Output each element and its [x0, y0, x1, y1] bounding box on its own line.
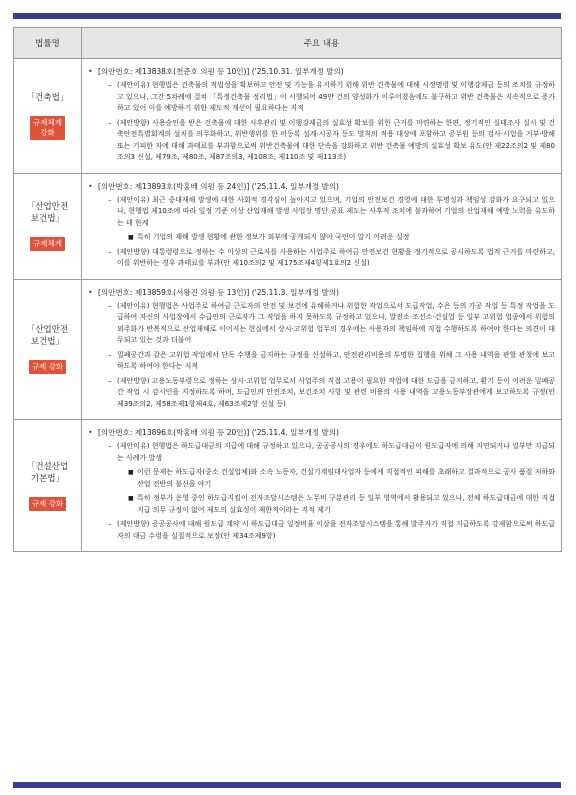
- square-bullet-icon: ■: [128, 469, 134, 476]
- header-main-content: 주요 내용: [82, 28, 562, 59]
- content-subitem: [128, 232, 555, 244]
- content-item-text: 밀폐공간과 같은 고위험 작업에서 단독 수행을 금지하는 규정을 신설하고, 안전관리비용의 투명한 집행을 위해 그 사용 내역을 관할 관청에 보고하도록 하여야 한다는 지적: [117, 350, 555, 370]
- content-item-text: (제안이유) 현행법은 사업주로 하여금 근로자의 안전 및 보건에 유해하거나 위험한 작업으로서 도급작업, 수은 등의 가공 작업 등 특정 작업을 도급하여 자신의 사업장에서 수급인의 근로자가 그 작업을 하지 못하도록 규정하고 있으나, 발전소·조선소·건설업 등 일부 고위험 업종에서 위험의 외주화가 반복적으로 산업재해로 이어지는 현실에서 상시·고위험 업무의 경우에는 사용자의 책임하에 직접 수행하도록 하여야 한다는 의견이 대두되고 있는 것과 더불어: [117, 301, 555, 344]
- table-row: [14, 420, 562, 552]
- bill-headline-text: [의안번호: 제13893호(박홍배 의원 등 24인)] ('25.11.4. 일부개정 발의): [98, 181, 339, 191]
- square-bullet-icon: ■: [128, 495, 134, 502]
- law-name: 「건설산업 기본법」: [26, 461, 69, 484]
- table-row: [14, 279, 562, 420]
- law-name: 「산업안전 보건법」: [26, 325, 69, 348]
- table-row: [14, 59, 562, 174]
- bottom-rule: [13, 782, 561, 788]
- content-cell: [82, 279, 562, 420]
- dash-icon: –: [108, 442, 112, 450]
- content-item-text: (제안방향) 사용승인을 받은 건축물에 대한 사후관리 및 이행강제금의 실효성 확보를 위한 근거를 마련하는 한편, 정기적인 실태조사 실시 및 건축안전특별회계의 설치를 의무화하고, 위반행위를 한 미등록 설계·시공자 등도 벌칙의 적용 대상에 포함하고 공무원 등의 검사·시험을 거부·방해 또는 기피한 자에 대해 과태료를 부과함으로써 위반건축물에 대한 단속을 강화하고 위반 건축물 예방의 실효성 확보 유도(안 제22조의2 및 제80조의3 신설, 제79조, 제80조, 제87조의3, 제108조, 제110조 및 제113조): [117, 118, 555, 161]
- content-item: [108, 350, 555, 373]
- bill-headline: [88, 427, 555, 438]
- content-item: [108, 301, 555, 347]
- content-subitem-text: 이런 문제는 하도급자(중소 건설업체)와 소속 노동자, 건설기계임대사업자 등에게 직접적인 피해를 초래하고 결과적으로 공사 품질 저하와 산업 전반의 불신을 야기: [137, 468, 555, 488]
- regulation-badge: 규제체계: [30, 237, 65, 251]
- law-cell: [14, 420, 82, 552]
- regulation-badge: 규제 강화: [29, 360, 66, 374]
- content-cell: [82, 420, 562, 552]
- law-cell: [14, 279, 82, 420]
- content-subitem-text: 특히 정부가 운영 중인 하도급지킴이 전자조달시스템은 노무비 구분관리 등 일부 영역에서 활용되고 있으나, 전체 하도급대금에 대한 직접지급 의무 규정이 없어 제도의 실효성이 제한적이라는 지적 제기: [137, 494, 555, 514]
- content-subitem: [128, 493, 555, 516]
- bill-headline: [88, 287, 555, 298]
- bill-headline-text: [의안번호: 제13838호(천준호 의원 등 10인)] ('25.10.31. 일부개정 발의): [98, 67, 344, 76]
- content-item: [108, 247, 555, 270]
- content-cell: [82, 173, 562, 279]
- bullet-icon: •: [88, 428, 93, 437]
- content-item: [108, 195, 555, 230]
- bill-headline-text: [의안번호: 제13896호(박홍배 의원 등 20인)] ('25.11.4. 일부개정 발의): [98, 428, 339, 437]
- header-law-name: 법률명: [14, 28, 82, 59]
- bullet-icon: •: [88, 181, 93, 191]
- content-item: [108, 118, 555, 164]
- content-item: [108, 519, 555, 542]
- dash-icon: –: [108, 118, 112, 127]
- bill-headline-text: [의안번호: 제13859호(서왕진 의원 등 13인)] ('25.11.3. 일부개정 발의): [98, 287, 339, 297]
- bullet-icon: •: [88, 67, 93, 76]
- bill-headline: [88, 66, 555, 77]
- dash-icon: –: [108, 195, 112, 204]
- bullet-icon: •: [88, 287, 93, 297]
- content-item-text: (제안방향) 공공공사에 대해 원도급 계약 시 하도급대금 일정비율 이상을 전자조달시스템을 통해 발주자가 직접 지급하도록 강제함으로써 하도급자의 대금 수령을 실질적으로 보장(안 제34조제9항): [117, 520, 555, 540]
- dash-icon: –: [108, 301, 112, 310]
- content-item-text: (제안방향) 대통령령으로 정하는 수 이상의 근로자를 사용하는 사업주로 하여금 안전보건 현황을 정기적으로 공시하도록 법적 근거를 마련하고, 이를 위반하는 경우 과태료를 부과(안 제10조의2 및 제175조제4항제1호의2 신설): [117, 247, 555, 267]
- table-header-row: [14, 28, 562, 59]
- content-cell: [82, 59, 562, 174]
- content-item-text: (제안이유) 현행법은 하도급대금의 지급에 대해 규정하고 있으나, 공공공사의 경우에도 하도급대금이 원도급자에 의해 지연되거나 일부만 지급되는 사례가 발생: [117, 442, 555, 462]
- dash-icon: –: [108, 81, 112, 89]
- bill-headline: [88, 181, 555, 192]
- table-row: [14, 173, 562, 279]
- law-name: 「건축법」: [26, 92, 69, 103]
- content-subitem: [128, 467, 555, 490]
- content-item: [108, 80, 555, 115]
- content-item-text: (제안이유) 현행법은 건축물의 적법성을 확보하고 안전 및 기능을 유지하기 위해 위반 건축물에 대해 시정명령 및 이행강제금 등의 조치를 규정하고 있으나, 그간 5차례에 걸쳐 「특정건축물 정리법」이 시행되어 49만 건의 양성화가 이루어졌음에도 불구하고 위반 건축물은 지속적으로 증가하고 있어 이를 예방하기 위한 제도적 개선이 필요하다는 지적: [117, 81, 555, 112]
- dash-icon: –: [108, 247, 112, 256]
- dash-icon: –: [108, 520, 112, 528]
- law-cell: [14, 59, 82, 174]
- dash-icon: –: [108, 376, 112, 385]
- regulation-badge: 규제체계 강화: [30, 116, 65, 140]
- top-rule: [13, 13, 561, 19]
- square-bullet-icon: ■: [128, 234, 134, 241]
- law-name: 「산업안전 보건법」: [26, 202, 69, 224]
- law-cell: [14, 173, 82, 279]
- content-item: [108, 441, 555, 464]
- law-table: [13, 27, 562, 552]
- content-subitem-text: 특히 기업의 재해 발생 현황에 관한 정보가 외부에 공개되지 않아 국민이 알기 어려운 실정: [137, 233, 410, 241]
- content-item-text: (제안방향) 고용노동부령으로 정하는 상시·고위험 업무로서 사업주의 직접 고용이 필요한 작업에 대한 도급을 금지하고, 환기 등이 어려운 밀폐공간 작업 시 감시인을 지정하도록 하며, 도급인의 안전조치, 보건조치 사항 및 관련 비용의 사용 내역을 고용노동부장관에게 보고하도록 규정(안 제39조의2, 제58조제1항제4호, 제63조제2항 신설 등): [117, 376, 555, 408]
- content-item: [108, 376, 555, 411]
- regulation-badge: 규제 강화: [29, 497, 66, 511]
- content-item-text: (제안이유) 최근 중대재해 발생에 대한 사회적 경각심이 높아지고 있으며, 기업의 안전보건 경영에 대한 투명성과 책임성 강화가 요구되고 있으나, 현행법 제10조에 따라 일정 기준 이상 산업재해 발생 사업장 명단 공표 제도는 사후적 조치에 불과하여 기업의 산업재해 예방 노력을 유도하는 데 한계: [117, 195, 555, 227]
- dash-icon: –: [108, 350, 112, 359]
